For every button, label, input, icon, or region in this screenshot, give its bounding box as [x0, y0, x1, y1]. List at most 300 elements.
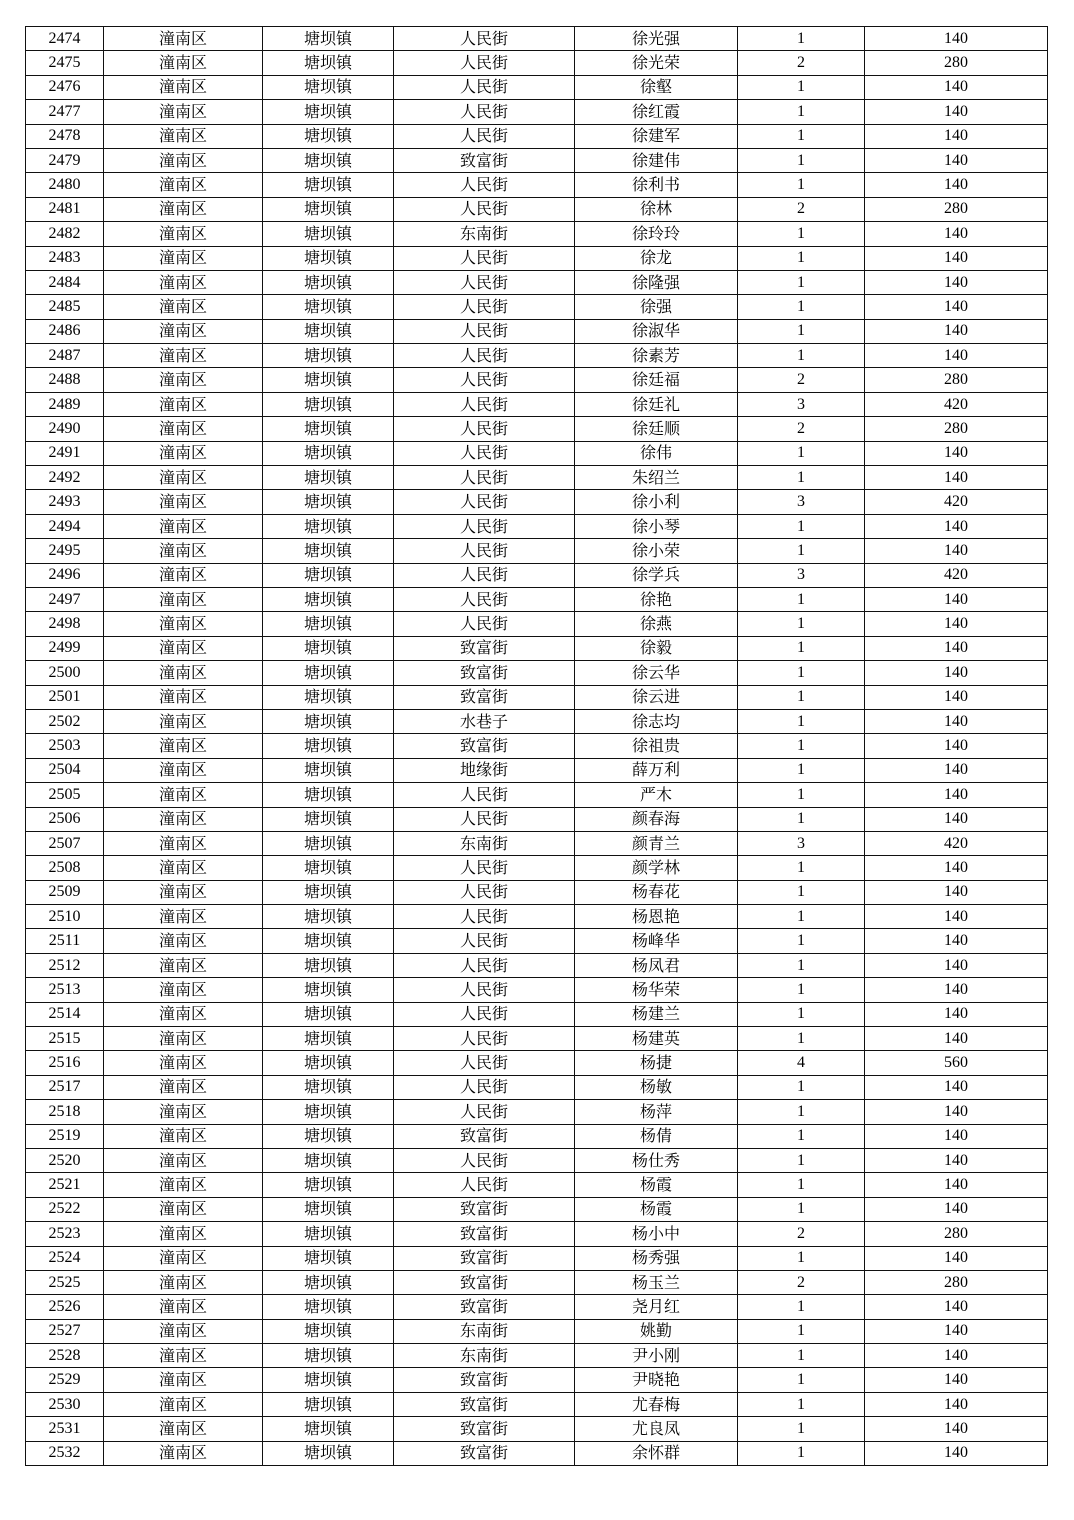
- household-count-cell: 1: [738, 173, 865, 197]
- serial-number-cell: 2522: [26, 1197, 104, 1221]
- district-cell: 潼南区: [104, 612, 263, 636]
- town-cell: 塘坝镇: [263, 27, 394, 51]
- town-cell: 塘坝镇: [263, 1295, 394, 1319]
- household-count-cell: 1: [738, 100, 865, 124]
- table-row: [26, 466, 1048, 490]
- district-cell: 潼南区: [104, 905, 263, 929]
- street-cell: 致富街: [394, 685, 575, 709]
- street-cell: 致富街: [394, 1392, 575, 1416]
- table-row: [26, 1002, 1048, 1026]
- serial-number-cell: 2526: [26, 1295, 104, 1319]
- town-cell: 塘坝镇: [263, 441, 394, 465]
- household-count-cell: 1: [738, 1295, 865, 1319]
- serial-number-cell: 2514: [26, 1002, 104, 1026]
- town-cell: 塘坝镇: [263, 587, 394, 611]
- household-count-cell: 1: [738, 929, 865, 953]
- household-count-cell: 3: [738, 831, 865, 855]
- table-row: [26, 1319, 1048, 1343]
- street-cell: 致富街: [394, 1441, 575, 1465]
- district-cell: 潼南区: [104, 831, 263, 855]
- name-cell: 杨恩艳: [575, 905, 738, 929]
- serial-number-cell: 2493: [26, 490, 104, 514]
- name-cell: 杨凤君: [575, 953, 738, 977]
- serial-number-cell: 2507: [26, 831, 104, 855]
- name-cell: 颜春海: [575, 807, 738, 831]
- street-cell: 人民街: [394, 466, 575, 490]
- household-count-cell: 1: [738, 466, 865, 490]
- district-cell: 潼南区: [104, 1246, 263, 1270]
- name-cell: 徐建军: [575, 124, 738, 148]
- name-cell: 徐强: [575, 295, 738, 319]
- table-row: [26, 441, 1048, 465]
- street-cell: 人民街: [394, 344, 575, 368]
- serial-number-cell: 2503: [26, 734, 104, 758]
- name-cell: 徐淑华: [575, 319, 738, 343]
- town-cell: 塘坝镇: [263, 1246, 394, 1270]
- serial-number-cell: 2490: [26, 417, 104, 441]
- household-count-cell: 1: [738, 1368, 865, 1392]
- serial-number-cell: 2485: [26, 295, 104, 319]
- amount-cell: 140: [865, 709, 1048, 733]
- district-cell: 潼南区: [104, 807, 263, 831]
- street-cell: 人民街: [394, 368, 575, 392]
- street-cell: 人民街: [394, 539, 575, 563]
- serial-number-cell: 2530: [26, 1392, 104, 1416]
- street-cell: 致富街: [394, 661, 575, 685]
- table-row: [26, 685, 1048, 709]
- name-cell: 尹晓艳: [575, 1368, 738, 1392]
- household-count-cell: 1: [738, 295, 865, 319]
- town-cell: 塘坝镇: [263, 514, 394, 538]
- table-row: [26, 807, 1048, 831]
- street-cell: 致富街: [394, 1246, 575, 1270]
- street-cell: 致富街: [394, 1222, 575, 1246]
- household-count-cell: 1: [738, 1417, 865, 1441]
- serial-number-cell: 2500: [26, 661, 104, 685]
- amount-cell: 140: [865, 685, 1048, 709]
- street-cell: 人民街: [394, 1100, 575, 1124]
- town-cell: 塘坝镇: [263, 197, 394, 221]
- household-count-cell: 3: [738, 490, 865, 514]
- roster-body: [26, 27, 1048, 1466]
- amount-cell: 420: [865, 831, 1048, 855]
- town-cell: 塘坝镇: [263, 1051, 394, 1075]
- roster-table: [25, 26, 1048, 1466]
- street-cell: 人民街: [394, 51, 575, 75]
- table-row: [26, 1344, 1048, 1368]
- street-cell: 致富街: [394, 1270, 575, 1294]
- town-cell: 塘坝镇: [263, 1124, 394, 1148]
- name-cell: 颜学林: [575, 856, 738, 880]
- household-count-cell: 1: [738, 978, 865, 1002]
- district-cell: 潼南区: [104, 124, 263, 148]
- district-cell: 潼南区: [104, 1222, 263, 1246]
- amount-cell: 140: [865, 222, 1048, 246]
- serial-number-cell: 2508: [26, 856, 104, 880]
- street-cell: 人民街: [394, 880, 575, 904]
- street-cell: 人民街: [394, 417, 575, 441]
- district-cell: 潼南区: [104, 514, 263, 538]
- serial-number-cell: 2525: [26, 1270, 104, 1294]
- serial-number-cell: 2494: [26, 514, 104, 538]
- amount-cell: 140: [865, 1173, 1048, 1197]
- town-cell: 塘坝镇: [263, 539, 394, 563]
- household-count-cell: 1: [738, 270, 865, 294]
- name-cell: 严木: [575, 783, 738, 807]
- household-count-cell: 1: [738, 222, 865, 246]
- table-row: [26, 1295, 1048, 1319]
- street-cell: 致富街: [394, 1368, 575, 1392]
- district-cell: 潼南区: [104, 1173, 263, 1197]
- table-row: [26, 1051, 1048, 1075]
- name-cell: 徐祖贵: [575, 734, 738, 758]
- town-cell: 塘坝镇: [263, 1027, 394, 1051]
- amount-cell: 420: [865, 490, 1048, 514]
- amount-cell: 140: [865, 1075, 1048, 1099]
- name-cell: 杨霞: [575, 1173, 738, 1197]
- amount-cell: 140: [865, 75, 1048, 99]
- name-cell: 徐利书: [575, 173, 738, 197]
- serial-number-cell: 2511: [26, 929, 104, 953]
- serial-number-cell: 2518: [26, 1100, 104, 1124]
- district-cell: 潼南区: [104, 734, 263, 758]
- street-cell: 人民街: [394, 295, 575, 319]
- district-cell: 潼南区: [104, 539, 263, 563]
- town-cell: 塘坝镇: [263, 978, 394, 1002]
- serial-number-cell: 2483: [26, 246, 104, 270]
- table-row: [26, 1197, 1048, 1221]
- amount-cell: 140: [865, 514, 1048, 538]
- table-row: [26, 661, 1048, 685]
- district-cell: 潼南区: [104, 270, 263, 294]
- name-cell: 杨峰华: [575, 929, 738, 953]
- name-cell: 杨捷: [575, 1051, 738, 1075]
- serial-number-cell: 2489: [26, 392, 104, 416]
- town-cell: 塘坝镇: [263, 1368, 394, 1392]
- table-row: [26, 319, 1048, 343]
- name-cell: 徐光荣: [575, 51, 738, 75]
- household-count-cell: 1: [738, 319, 865, 343]
- name-cell: 杨小中: [575, 1222, 738, 1246]
- table-row: [26, 344, 1048, 368]
- district-cell: 潼南区: [104, 1319, 263, 1343]
- table-row: [26, 1027, 1048, 1051]
- town-cell: 塘坝镇: [263, 1222, 394, 1246]
- table-row: [26, 563, 1048, 587]
- street-cell: 人民街: [394, 27, 575, 51]
- table-row: [26, 197, 1048, 221]
- serial-number-cell: 2498: [26, 612, 104, 636]
- household-count-cell: 1: [738, 1197, 865, 1221]
- street-cell: 致富街: [394, 1197, 575, 1221]
- household-count-cell: 2: [738, 197, 865, 221]
- town-cell: 塘坝镇: [263, 685, 394, 709]
- town-cell: 塘坝镇: [263, 929, 394, 953]
- amount-cell: 140: [865, 1124, 1048, 1148]
- street-cell: 致富街: [394, 148, 575, 172]
- name-cell: 徐学兵: [575, 563, 738, 587]
- district-cell: 潼南区: [104, 295, 263, 319]
- household-count-cell: 1: [738, 880, 865, 904]
- name-cell: 徐云华: [575, 661, 738, 685]
- amount-cell: 140: [865, 636, 1048, 660]
- household-count-cell: 1: [738, 1344, 865, 1368]
- town-cell: 塘坝镇: [263, 490, 394, 514]
- town-cell: 塘坝镇: [263, 1197, 394, 1221]
- serial-number-cell: 2523: [26, 1222, 104, 1246]
- amount-cell: 140: [865, 612, 1048, 636]
- table-row: [26, 514, 1048, 538]
- household-count-cell: 1: [738, 246, 865, 270]
- table-row: [26, 100, 1048, 124]
- town-cell: 塘坝镇: [263, 831, 394, 855]
- district-cell: 潼南区: [104, 1441, 263, 1465]
- amount-cell: 140: [865, 856, 1048, 880]
- serial-number-cell: 2509: [26, 880, 104, 904]
- household-count-cell: 1: [738, 1148, 865, 1172]
- serial-number-cell: 2529: [26, 1368, 104, 1392]
- district-cell: 潼南区: [104, 587, 263, 611]
- street-cell: 人民街: [394, 197, 575, 221]
- town-cell: 塘坝镇: [263, 417, 394, 441]
- district-cell: 潼南区: [104, 978, 263, 1002]
- serial-number-cell: 2531: [26, 1417, 104, 1441]
- serial-number-cell: 2510: [26, 905, 104, 929]
- serial-number-cell: 2499: [26, 636, 104, 660]
- name-cell: 徐红霞: [575, 100, 738, 124]
- household-count-cell: 1: [738, 905, 865, 929]
- table-row: [26, 173, 1048, 197]
- name-cell: 杨秀强: [575, 1246, 738, 1270]
- district-cell: 潼南区: [104, 953, 263, 977]
- street-cell: 水巷子: [394, 709, 575, 733]
- amount-cell: 280: [865, 417, 1048, 441]
- name-cell: 尹小刚: [575, 1344, 738, 1368]
- district-cell: 潼南区: [104, 1344, 263, 1368]
- town-cell: 塘坝镇: [263, 51, 394, 75]
- street-cell: 人民街: [394, 246, 575, 270]
- table-row: [26, 1124, 1048, 1148]
- amount-cell: 140: [865, 953, 1048, 977]
- amount-cell: 140: [865, 1027, 1048, 1051]
- table-row: [26, 392, 1048, 416]
- table-row: [26, 75, 1048, 99]
- household-count-cell: 1: [738, 1075, 865, 1099]
- street-cell: 人民街: [394, 100, 575, 124]
- table-row: [26, 856, 1048, 880]
- street-cell: 人民街: [394, 783, 575, 807]
- town-cell: 塘坝镇: [263, 1392, 394, 1416]
- table-row: [26, 1392, 1048, 1416]
- name-cell: 徐廷礼: [575, 392, 738, 416]
- household-count-cell: 1: [738, 441, 865, 465]
- table-row: [26, 1246, 1048, 1270]
- amount-cell: 280: [865, 197, 1048, 221]
- district-cell: 潼南区: [104, 51, 263, 75]
- household-count-cell: 1: [738, 1319, 865, 1343]
- household-count-cell: 1: [738, 1441, 865, 1465]
- name-cell: 徐素芳: [575, 344, 738, 368]
- serial-number-cell: 2516: [26, 1051, 104, 1075]
- street-cell: 东南街: [394, 831, 575, 855]
- name-cell: 杨建英: [575, 1027, 738, 1051]
- household-count-cell: 1: [738, 807, 865, 831]
- name-cell: 徐光强: [575, 27, 738, 51]
- name-cell: 杨玉兰: [575, 1270, 738, 1294]
- table-row: [26, 1148, 1048, 1172]
- table-row: [26, 734, 1048, 758]
- name-cell: 徐小利: [575, 490, 738, 514]
- town-cell: 塘坝镇: [263, 124, 394, 148]
- serial-number-cell: 2515: [26, 1027, 104, 1051]
- household-count-cell: 1: [738, 734, 865, 758]
- amount-cell: 140: [865, 466, 1048, 490]
- street-cell: 人民街: [394, 953, 575, 977]
- amount-cell: 140: [865, 124, 1048, 148]
- serial-number-cell: 2487: [26, 344, 104, 368]
- town-cell: 塘坝镇: [263, 563, 394, 587]
- district-cell: 潼南区: [104, 173, 263, 197]
- name-cell: 杨华荣: [575, 978, 738, 1002]
- street-cell: 人民街: [394, 75, 575, 99]
- serial-number-cell: 2486: [26, 319, 104, 343]
- serial-number-cell: 2492: [26, 466, 104, 490]
- street-cell: 人民街: [394, 173, 575, 197]
- district-cell: 潼南区: [104, 1027, 263, 1051]
- amount-cell: 140: [865, 1417, 1048, 1441]
- table-row: [26, 612, 1048, 636]
- household-count-cell: 1: [738, 539, 865, 563]
- amount-cell: 140: [865, 319, 1048, 343]
- district-cell: 潼南区: [104, 1417, 263, 1441]
- household-count-cell: 1: [738, 148, 865, 172]
- district-cell: 潼南区: [104, 27, 263, 51]
- serial-number-cell: 2476: [26, 75, 104, 99]
- serial-number-cell: 2474: [26, 27, 104, 51]
- district-cell: 潼南区: [104, 1392, 263, 1416]
- town-cell: 塘坝镇: [263, 270, 394, 294]
- district-cell: 潼南区: [104, 441, 263, 465]
- name-cell: 尧月红: [575, 1295, 738, 1319]
- household-count-cell: 4: [738, 1051, 865, 1075]
- name-cell: 尤春梅: [575, 1392, 738, 1416]
- household-count-cell: 1: [738, 1173, 865, 1197]
- town-cell: 塘坝镇: [263, 173, 394, 197]
- table-row: [26, 417, 1048, 441]
- town-cell: 塘坝镇: [263, 807, 394, 831]
- household-count-cell: 2: [738, 51, 865, 75]
- amount-cell: 140: [865, 1344, 1048, 1368]
- serial-number-cell: 2475: [26, 51, 104, 75]
- district-cell: 潼南区: [104, 636, 263, 660]
- table-row: [26, 222, 1048, 246]
- household-count-cell: 3: [738, 563, 865, 587]
- district-cell: 潼南区: [104, 246, 263, 270]
- town-cell: 塘坝镇: [263, 368, 394, 392]
- street-cell: 人民街: [394, 490, 575, 514]
- street-cell: 人民街: [394, 270, 575, 294]
- household-count-cell: 1: [738, 1392, 865, 1416]
- district-cell: 潼南区: [104, 417, 263, 441]
- amount-cell: 140: [865, 1246, 1048, 1270]
- district-cell: 潼南区: [104, 466, 263, 490]
- name-cell: 徐志均: [575, 709, 738, 733]
- amount-cell: 140: [865, 173, 1048, 197]
- serial-number-cell: 2495: [26, 539, 104, 563]
- household-count-cell: 2: [738, 1270, 865, 1294]
- town-cell: 塘坝镇: [263, 100, 394, 124]
- name-cell: 杨仕秀: [575, 1148, 738, 1172]
- household-count-cell: 1: [738, 514, 865, 538]
- table-row: [26, 758, 1048, 782]
- table-row: [26, 368, 1048, 392]
- household-count-cell: 1: [738, 953, 865, 977]
- town-cell: 塘坝镇: [263, 1270, 394, 1294]
- name-cell: 杨霞: [575, 1197, 738, 1221]
- household-count-cell: 1: [738, 856, 865, 880]
- amount-cell: 140: [865, 880, 1048, 904]
- amount-cell: 140: [865, 978, 1048, 1002]
- name-cell: 徐小琴: [575, 514, 738, 538]
- name-cell: 徐廷顺: [575, 417, 738, 441]
- district-cell: 潼南区: [104, 392, 263, 416]
- town-cell: 塘坝镇: [263, 953, 394, 977]
- table-row: [26, 1100, 1048, 1124]
- household-count-cell: 1: [738, 661, 865, 685]
- district-cell: 潼南区: [104, 1368, 263, 1392]
- table-row: [26, 539, 1048, 563]
- street-cell: 人民街: [394, 1173, 575, 1197]
- table-row: [26, 246, 1048, 270]
- town-cell: 塘坝镇: [263, 758, 394, 782]
- town-cell: 塘坝镇: [263, 246, 394, 270]
- town-cell: 塘坝镇: [263, 148, 394, 172]
- household-count-cell: 1: [738, 344, 865, 368]
- table-row: [26, 1368, 1048, 1392]
- serial-number-cell: 2505: [26, 783, 104, 807]
- name-cell: 朱绍兰: [575, 466, 738, 490]
- name-cell: 徐伟: [575, 441, 738, 465]
- district-cell: 潼南区: [104, 100, 263, 124]
- household-count-cell: 1: [738, 758, 865, 782]
- street-cell: 人民街: [394, 905, 575, 929]
- street-cell: 人民街: [394, 319, 575, 343]
- table-row: [26, 978, 1048, 1002]
- name-cell: 徐建伟: [575, 148, 738, 172]
- district-cell: 潼南区: [104, 344, 263, 368]
- table-row: [26, 783, 1048, 807]
- table-row: [26, 1417, 1048, 1441]
- amount-cell: 420: [865, 392, 1048, 416]
- amount-cell: 140: [865, 1319, 1048, 1343]
- household-count-cell: 3: [738, 392, 865, 416]
- district-cell: 潼南区: [104, 709, 263, 733]
- district-cell: 潼南区: [104, 685, 263, 709]
- serial-number-cell: 2513: [26, 978, 104, 1002]
- household-count-cell: 1: [738, 636, 865, 660]
- town-cell: 塘坝镇: [263, 1075, 394, 1099]
- town-cell: 塘坝镇: [263, 344, 394, 368]
- amount-cell: 140: [865, 27, 1048, 51]
- district-cell: 潼南区: [104, 1124, 263, 1148]
- street-cell: 人民街: [394, 392, 575, 416]
- amount-cell: 140: [865, 1148, 1048, 1172]
- household-count-cell: 1: [738, 1100, 865, 1124]
- serial-number-cell: 2501: [26, 685, 104, 709]
- serial-number-cell: 2481: [26, 197, 104, 221]
- town-cell: 塘坝镇: [263, 783, 394, 807]
- serial-number-cell: 2484: [26, 270, 104, 294]
